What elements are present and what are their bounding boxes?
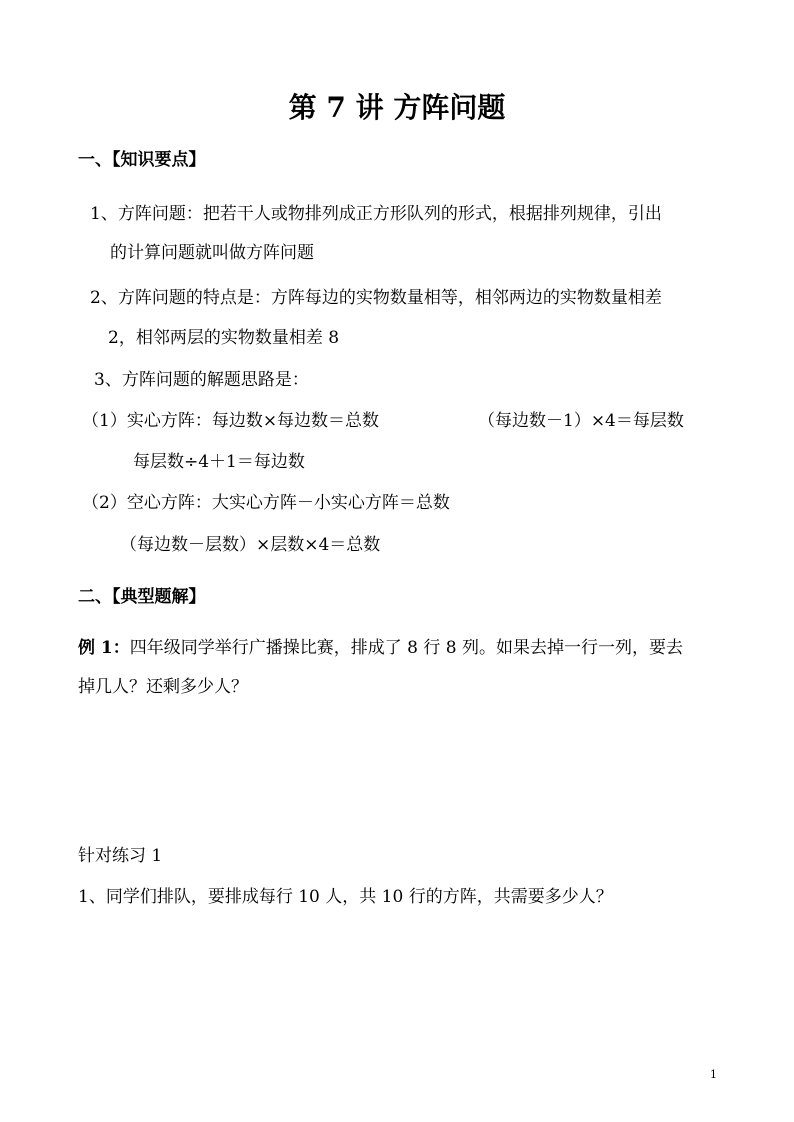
page-title: 第 7 讲 方阵问题 [288,91,506,124]
hollow-square-formula-total: （2）空心方阵：大实心方阵－小实心方阵＝总数 [82,493,450,513]
example-1-label: 例 1： [78,638,130,658]
point-2-line-2: 2，相邻两层的实物数量相差 8 [108,328,340,348]
point-2-line-1: 2、方阵问题的特点是：方阵每边的实物数量相等，相邻两边的实物数量相差 [90,288,662,308]
solid-square-formula-side: 每层数÷4＋1＝每边数 [133,452,305,472]
practice-heading: 针对练习 1 [78,846,163,866]
example-1-line-2: 掉几人？还剩多少人？ [78,677,248,697]
example-1-line-1 [78,637,683,659]
solid-square-formula-layer: （每边数－1）×4＝每层数 [478,411,684,431]
practice-1: 1、同学们排队，要排成每行 10 人，共 10 行的方阵，共需要多少人？ [78,887,613,907]
page-number: 1 [710,1068,717,1081]
solid-square-formula-total: （1）实心方阵：每边数×每边数＝总数 [82,411,380,431]
section-heading-knowledge: 一、【知识要点】 [78,150,206,170]
point-1-line-2: 的计算问题就叫做方阵问题 [110,243,314,263]
hollow-square-formula-layers: （每边数－层数）×层数×4＝总数 [120,535,381,555]
point-1-line-1: 1、方阵问题：把若干人或物排列成正方形队列的形式，根据排列规律，引出 [90,204,662,224]
section-heading-examples: 二、【典型题解】 [78,587,206,607]
point-3: 3、方阵问题的解题思路是： [94,370,309,390]
example-1-text: 四年级同学举行广播操比赛，排成了 8 行 8 列。如果去掉一行一列，要去 [129,638,683,658]
